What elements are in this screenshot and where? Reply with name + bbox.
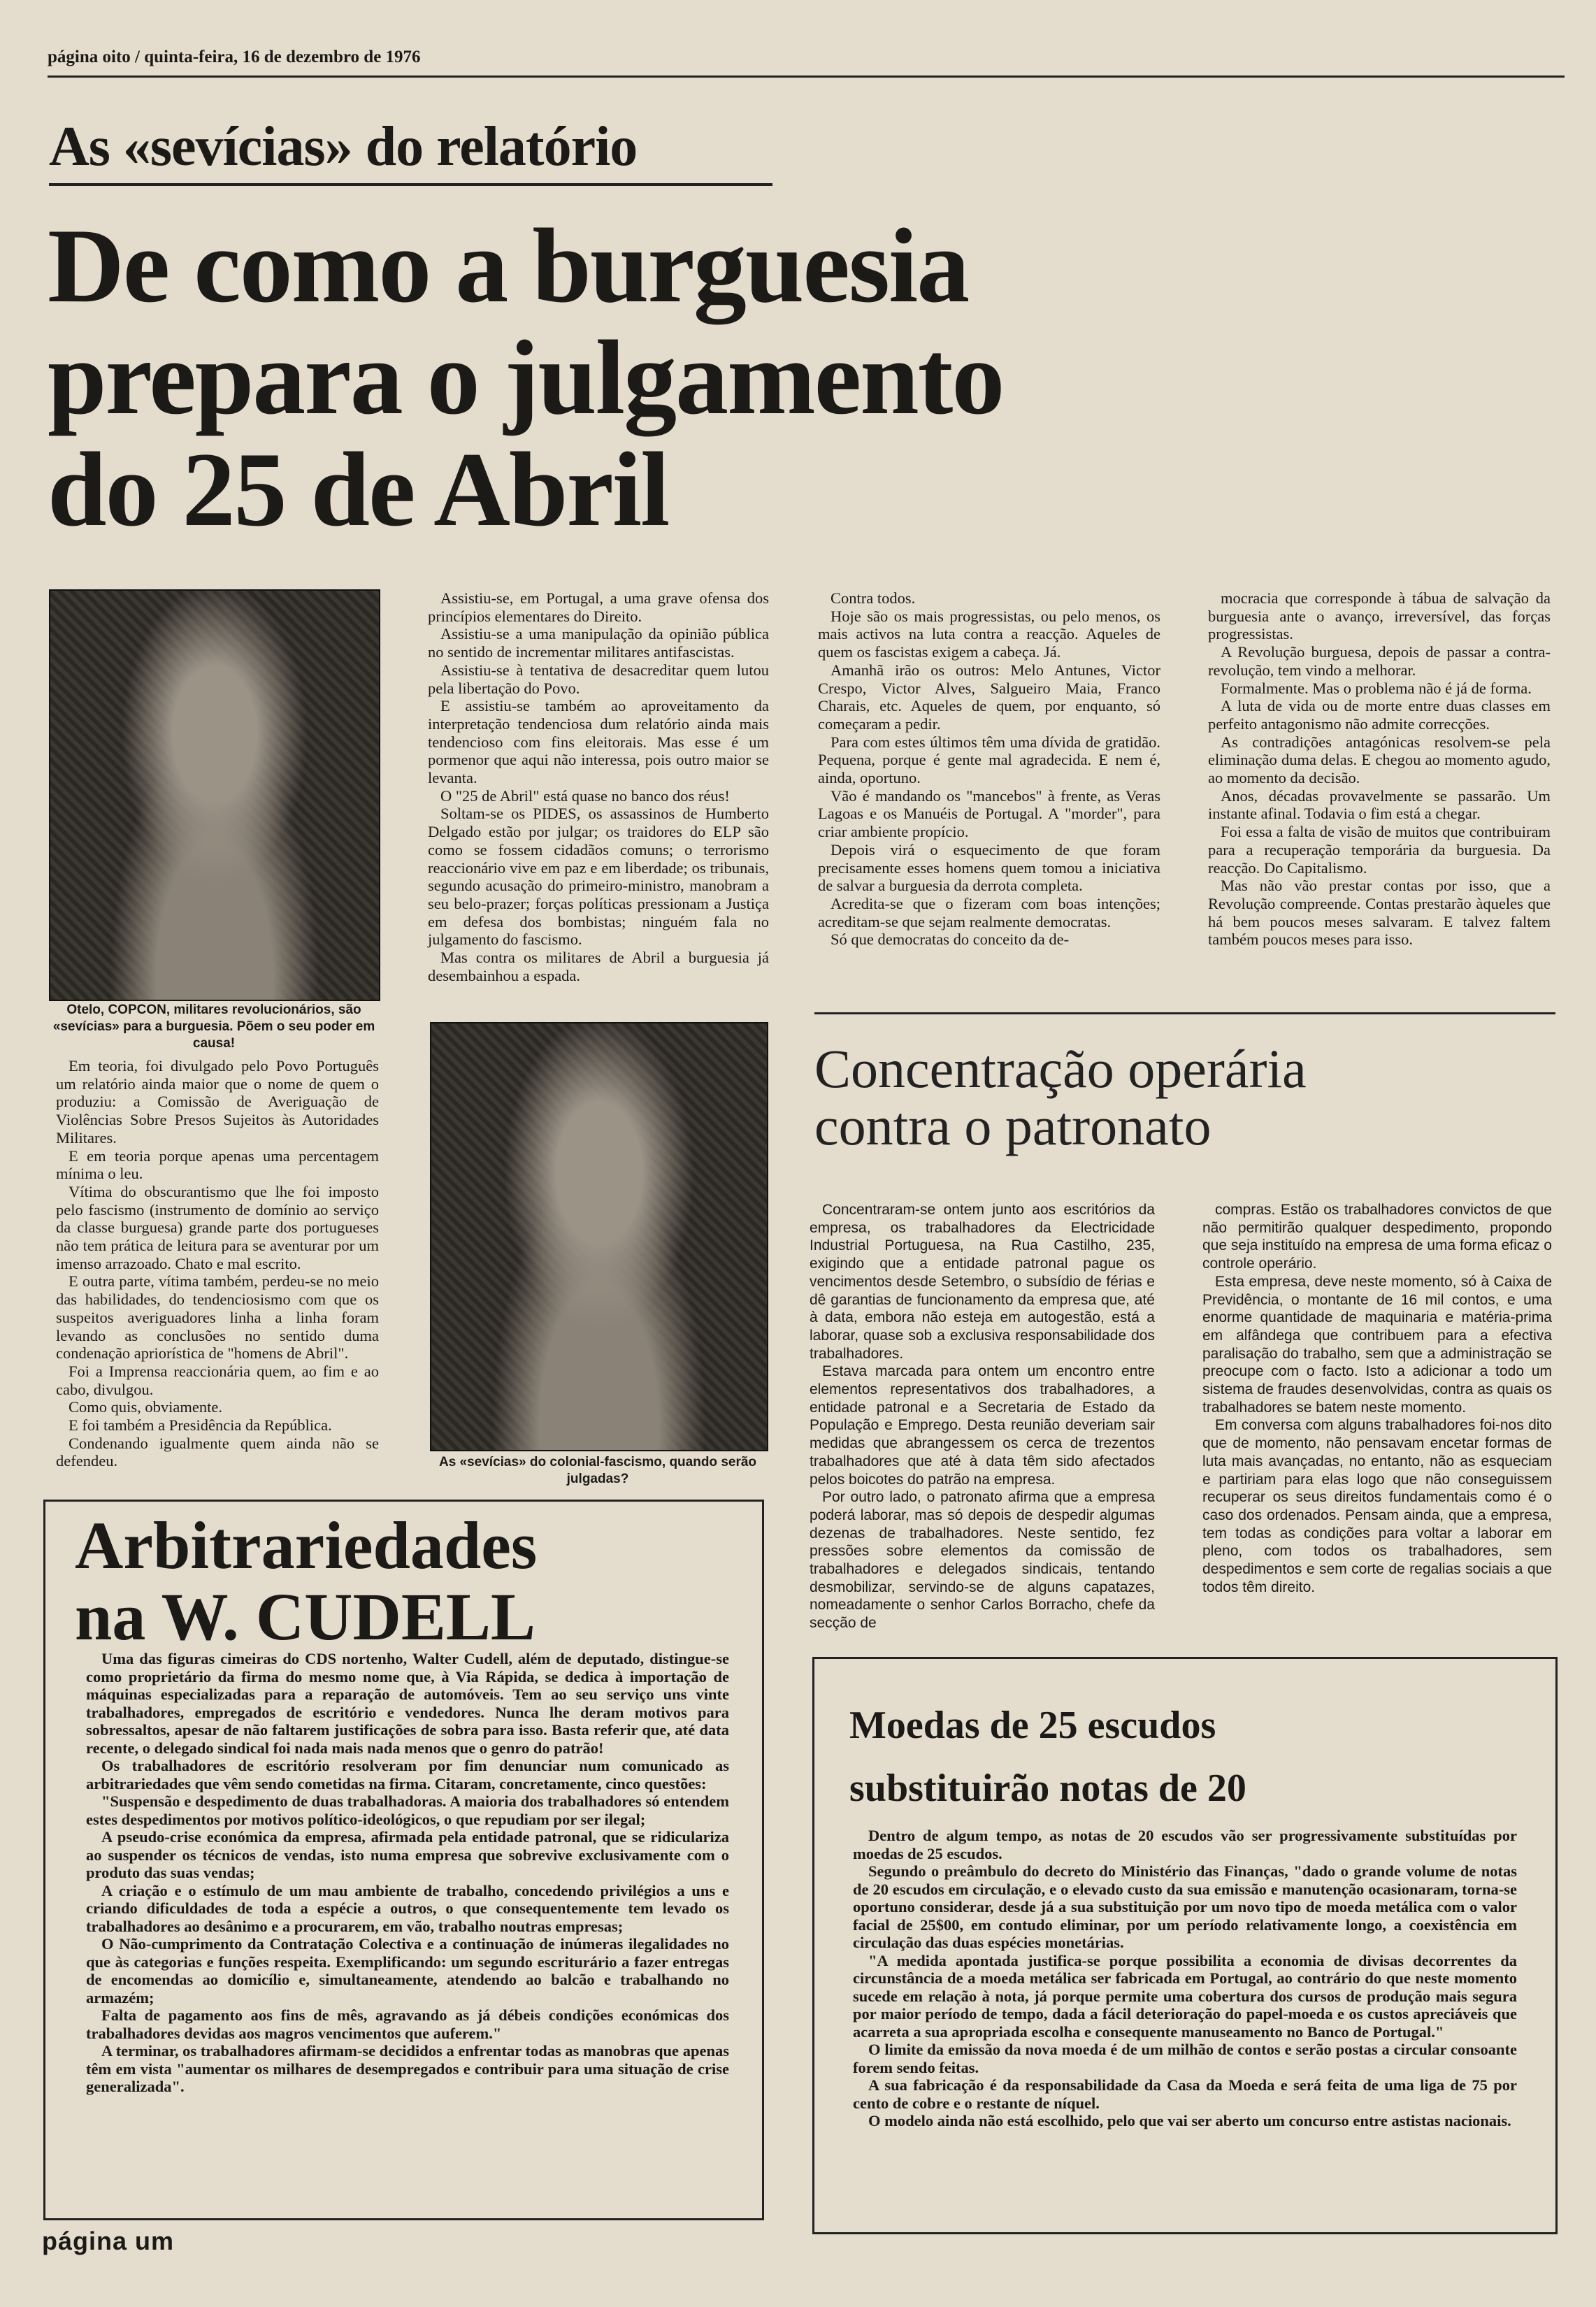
article-3-headline-line: na W. CUDELL bbox=[75, 1579, 535, 1654]
article-1-column-3 bbox=[818, 589, 1160, 981]
paragraph: Foi essa a falta de visão de muitos que contribuiram para a recuperação temporária da burguesia. Da reacção. Do Capitalismo. bbox=[1208, 823, 1551, 877]
main-headline-line: prepara o julgamento bbox=[48, 319, 1004, 436]
photo-colonial-fascism-caption: As «sevícias» do colonial-fascismo, quando serão julgadas? bbox=[438, 1455, 757, 1486]
article-3-headline bbox=[75, 1510, 746, 1653]
article-1-column-1 bbox=[56, 1057, 379, 1476]
paragraph: compras. Estão os trabalhadores convictos de que não permitirão qualquer despedimento, propondo que seja instituído na empresa de uma forma eficaz o controle operário. bbox=[1202, 1202, 1552, 1272]
paragraph: "A medida apontada justifica-se porque possibilita a economia de divisas decorrentes da circunstância de a moeda metálica ser fabricada em Portugal, ao contrário do que neste momento sucede em relação à nota, já porque permite uma cobertura dos cursos de produção mais segura por maior período de tempo, dada a fácil deterioração do papel-moeda e os custos apreciáveis que acarreta a sua apropriada escolha e consequente manuseamento no Banco de Portugal." bbox=[853, 1951, 1517, 2041]
paragraph: E em teoria porque apenas uma percentagem mínima o leu. bbox=[56, 1147, 379, 1183]
main-headline bbox=[48, 207, 1166, 548]
photo-otelo-caption: Otelo, COPCON, militares revolucionários, são «sevícias» para a burguesia. Põem o seu poder em causa! bbox=[52, 1002, 375, 1051]
paragraph: O Não-cumprimento da Contratação Colectiva e a continuação de inúmeras ilegalidades no que às categorias e funções respeita. Exemplificando: um segundo escriturário a fazer entregas de encomendas ao domicílio e, simultaneamente, atendendo ao balcão e trabalhando no armazém; bbox=[86, 1935, 729, 2006]
photo-colonial-fascism bbox=[430, 1022, 768, 1451]
paragraph: E assistiu-se também ao aproveitamento da interpretação tendenciosa dum relatório ainda mais tendencioso com fins eleitorais. Mas esse é um pormenor que aqui não interessa, pois outro maior se levanta. bbox=[428, 697, 769, 787]
paragraph: Os trabalhadores de escritório resolveram por fim denunciar num comunicado as arbitrariedades que vêm sendo cometidas na firma. Citaram, concretamente, cinco questões: bbox=[86, 1757, 729, 1792]
paragraph: Formalmente. Mas o problema não é já de forma. bbox=[1221, 679, 1532, 697]
paragraph: Depois virá o esquecimento de que foram precisamente esses homens quem tomou a iniciativa de salvar a burguesia da derrota completa. bbox=[818, 840, 1160, 895]
paragraph: Como quis, obviamente. bbox=[69, 1398, 222, 1416]
article-3-box bbox=[43, 1500, 764, 2220]
paragraph: Vítima do obscurantismo que lhe foi imposto pelo fascismo (instrumento de domínio ao serviço da classe burguesa) grande parte dos portugueses não tem prática de leitura para se aventurar por um imenso arrazoado. Chato e mal escrito. bbox=[56, 1182, 379, 1272]
article-2-headline bbox=[814, 1040, 1555, 1155]
article-1-column-4 bbox=[1208, 589, 1551, 1002]
article-2-headline-line: Concentração operária bbox=[814, 1038, 1307, 1099]
paragraph: Soltam-se os PIDES, os assassinos de Humberto Delgado estão por julgar; os traidores do ELP são como se fossem cidadãos comuns; o terrorismo reaccionário vive em paz e em liberdade; os tribunais, segundo acusação do primeiro-ministro, manobram a seu belo-prazer; forças políticas pressionam a Justiça em defesa dos bombistas; ninguém fala no julgamento do fascismo. bbox=[428, 805, 769, 949]
paragraph: O limite da emissão da nova moeda é de um milhão de contos e serão postas a circular consoante forem sendo feitas. bbox=[853, 2041, 1517, 2076]
article-3-headline-line: Arbitrariedades bbox=[75, 1508, 538, 1583]
paragraph: E outra parte, vítima também, perdeu-se no meio das habilidades, do tendenciosismo com que os suspeitos averiguadores linha a linha foram levando as conclusões no sentido duma condenação apriorística de "homens de Abril". bbox=[56, 1272, 379, 1363]
paragraph: Segundo o preâmbulo do decreto do Ministério das Finanças, "dado o grande volume de notas de 20 escudos em circulação, e o elevado custo da sua emissão e manutenção ocasionaram, torna-se oportuno considerar, desde já a sua substituição por um novo tipo de moeda metálica com o valor facial de 25$00, em contudo eliminar, por um período relativamente longo, a coexistência em circulação das duas espécies monetárias. bbox=[853, 1862, 1517, 1951]
article-4-box bbox=[812, 1657, 1558, 2234]
paragraph: Assistiu-se a uma manipulação da opinião pública no sentido de incrementar militares antifascistas. bbox=[428, 625, 769, 661]
main-headline-line: do 25 de Abril bbox=[48, 431, 669, 548]
article-4-body bbox=[853, 1827, 1517, 2218]
article-1-column-2 bbox=[428, 589, 769, 1019]
paragraph: Mas contra os militares de Abril a burguesia já desembainhou a espada. bbox=[428, 949, 769, 984]
article-2-column-2 bbox=[1202, 1201, 1552, 1627]
section-divider bbox=[814, 1012, 1555, 1014]
paragraph: A terminar, os trabalhadores afirmam-se decididos a enfrentar todas as manobras que apenas têm em vista "aumentar os milhares de desempregados e contribuir para uma situação de crise generalizada". bbox=[86, 2042, 729, 2095]
paragraph: Acredita-se que o fizeram com boas intenções; acreditam-se que sejam realmente democratas. bbox=[818, 894, 1160, 930]
paragraph: A luta de vida ou de morte entre duas classes em perfeito antagonismo não admite correcções. bbox=[1208, 697, 1551, 733]
paragraph: Dentro de algum tempo, as notas de 20 escudos vão ser progressivamente substituídas por moedas de 25 escudos. bbox=[853, 1827, 1517, 1862]
article-2-headline-line: contra o patronato bbox=[814, 1095, 1212, 1156]
article-4-headline bbox=[849, 1694, 1520, 1820]
page-header: página oito / quinta-feira, 16 de dezembro de 1976 bbox=[48, 48, 421, 66]
paragraph: As contradições antagónicas resolvem-se pela eliminação duma delas. E chegou ao momento agudo, ao momento da decisão. bbox=[1208, 733, 1551, 787]
paragraph: Mas não vão prestar contas por isso, que a Revolução compreende. Contas prestarão àqueles que há bem poucos meses salvaram. E talvez faltem também poucos meses para isso. bbox=[1208, 877, 1551, 949]
footer-page-mark: página um bbox=[42, 2227, 175, 2255]
photo-otelo-figure bbox=[50, 591, 379, 1000]
paragraph: Vão é mandando os "mancebos" à frente, as Veras Lagoas e os Manuéis de Portugal. A "morder", para criar ambiente propício. bbox=[818, 786, 1160, 841]
paragraph: A pseudo-crise económica da empresa, afirmada pela entidade patronal, que se ridiculariza ao suspender os técnicos de vendas, isto numa empresa que sobrevive exclusivamente com o produto das suas vendas; bbox=[86, 1828, 729, 1881]
kicker-headline: As «sevícias» do relatório bbox=[49, 116, 638, 178]
paragraph: Amanhã irão os outros: Melo Antunes, Victor Crespo, Victor Alves, Salgueiro Maia, Franco Charais, etc. Aqueles de quem, por enquanto, só começaram a pedir. bbox=[818, 661, 1160, 733]
paragraph: Concentraram-se ontem junto aos escritórios da empresa, os trabalhadores da Electricidade Industrial Portuguesa, na Rua Castilho, 235, exigindo que a entidade patronal pague os vencimentos desde Setembro, o subsídio de férias e dê garantias de funcionamento da empresa que, até à data, embora não esteja em autogestão, está a laborar, quase sob a exclusiva responsabilidade dos trabalhadores. bbox=[810, 1202, 1155, 1362]
article-2-column-1 bbox=[810, 1201, 1155, 1632]
paragraph: Em teoria, foi divulgado pelo Povo Português um relatório ainda maior que o nome de quem o produziu: a Comissão de Averiguação de Violências Sobre Presos Sujeitos às Autoridades Militares. bbox=[56, 1057, 379, 1147]
paragraph: Assistiu-se, em Portugal, a uma grave ofensa dos princípios elementares do Direito. bbox=[428, 589, 769, 625]
photo-colonial-fascism-figure bbox=[431, 1023, 767, 1450]
paragraph: E foi também a Presidência da República. bbox=[69, 1416, 332, 1435]
paragraph: A sua fabricação é da responsabilidade da Casa da Moeda e será feita de uma liga de 75 por cento de cobre e o restante de níquel. bbox=[853, 2076, 1517, 2112]
paragraph: "Suspensão e despedimento de duas trabalhadoras. A maioria dos trabalhadores só entendem estes despedimentos por motivos político-ideológicos, o que repudiam por ser ilegal; bbox=[86, 1792, 729, 1828]
paragraph: Assistiu-se à tentativa de desacreditar quem lutou pela libertação do Povo. bbox=[428, 661, 769, 697]
paragraph: Falta de pagamento aos fins de mês, agravando as já débeis condições económicas dos trabalhadores devidas aos magros vencimentos que auferem." bbox=[86, 2006, 729, 2042]
paragraph: Condenando igualmente quem ainda não se defendeu. bbox=[56, 1434, 379, 1470]
article-4-headline-line: Moedas de 25 escudos bbox=[849, 1704, 1216, 1747]
kicker-underline bbox=[49, 183, 772, 186]
paragraph: O modelo ainda não está escolhido, pelo que vai ser aberto um concurso entre astistas nacionais. bbox=[868, 2112, 1511, 2129]
paragraph: A Revolução burguesa, depois de passar a contra-revolução, tem vindo a melhorar. bbox=[1208, 643, 1551, 679]
paragraph: Só que democratas do conceito da de- bbox=[831, 930, 1070, 949]
paragraph: Uma das figuras cimeiras do CDS nortenho, Walter Cudell, além de deputado, distingue-se como proprietário da firma do mesmo nome que, à Via Rápida, se dedica à importação de máquinas especializadas para a reparação de automóveis. Tem ao seu serviço uns vinte trabalhadores, empregados de escritório e vendedores. Nunca lhe deram motivos para sobressaltos, apesar de não faltarem justificações de sobra para isso. Basta referir que, até data recente, o delegado sindical foi nada mais nada menos que o genro do patrão! bbox=[86, 1650, 729, 1757]
photo-otelo bbox=[49, 589, 380, 1001]
paragraph: Foi a Imprensa reaccionária quem, ao fim e ao cabo, divulgou. bbox=[56, 1362, 379, 1398]
article-4-headline-line: substituirão notas de 20 bbox=[849, 1767, 1246, 1810]
paragraph: O "25 de Abril" está quase no banco dos réus! bbox=[440, 786, 730, 805]
paragraph: Hoje são os mais progressistas, ou pelo menos, os mais activos na luta contra a reacção. Aqueles de quem os fascistas exigem a cabeça. Já. bbox=[818, 607, 1160, 661]
paragraph: Para com estes últimos têm uma dívida de gratidão. Pequena, porque é gente mal agradecida. E nem é, ainda, oportuno. bbox=[818, 733, 1160, 787]
paragraph: Por outro lado, o patronato afirma que a empresa poderá laborar, mas só depois de despedir algumas dezenas de trabalhadores. Neste sentido, fez pressões sobre elementos da comissão de trabalhadores e delegados sindicais, tentando desmobilizar, servindo-se de alguns capatazes, nomeadamente o senhor Carlos Borracho, chefe da secção de bbox=[810, 1489, 1155, 1632]
paragraph: A criação e o estímulo de um mau ambiente de trabalho, concedendo privilégios a uns e criando dificuldades de toda a espécie a outros, o que consequentemente tem levado os trabalhadores ao desânimo e a procurarem, em vão, trabalho noutras empresas; bbox=[86, 1881, 729, 1935]
header-rule bbox=[48, 76, 1565, 78]
article-3-body bbox=[86, 1650, 729, 2209]
paragraph: Esta empresa, deve neste momento, só à Caixa de Previdência, o montante de 16 mil contos, e uma enorme quantidade de maquinaria e matéria-prima em alfândega que contribuem para a efectiva paralisação do trabalho, sem que a administração se preocupe com o facto. Isto a adicionar a todo um sistema de fraudes desenvolvidas, contra as quais os trabalhadores se batem neste momento. bbox=[1202, 1273, 1552, 1416]
paragraph: Contra todos. bbox=[831, 589, 916, 607]
paragraph: Estava marcada para ontem um encontro entre elementos representativos dos trabalhadores, a entidade patronal e a Secretaria de Estado da População e Emprego. Desta reunião deveriam sair medidas que abrangessem os cerca de trezentos trabalhadores que até à data têm sido afectados pelos boicotes do patrão na empresa. bbox=[810, 1363, 1155, 1488]
paragraph: Anos, décadas provavelmente se passarão. Um instante afinal. Todavia o fim está a chegar. bbox=[1208, 786, 1551, 823]
paragraph: Em conversa com alguns trabalhadores foi-nos dito que de momento, não pensavam encetar formas de luta mais avançadas, no entanto, não as esqueciam e partiriam para elas logo que não conseguissem recuperar os seus direitos fundamentais como é o caso dos ordenados. Pensam ainda, que a empresa, tem todas as condições para voltar a laborar em pleno, com todos os trabalhadores, sem despedimentos e sem corte de regalias sociais a que todos têm direito. bbox=[1202, 1417, 1552, 1595]
main-headline-line: De como a burguesia bbox=[48, 207, 969, 324]
paragraph: mocracia que corresponde à tábua de salvação da burguesia ante o avanço, irreversível, das forças progressistas. bbox=[1208, 589, 1551, 643]
